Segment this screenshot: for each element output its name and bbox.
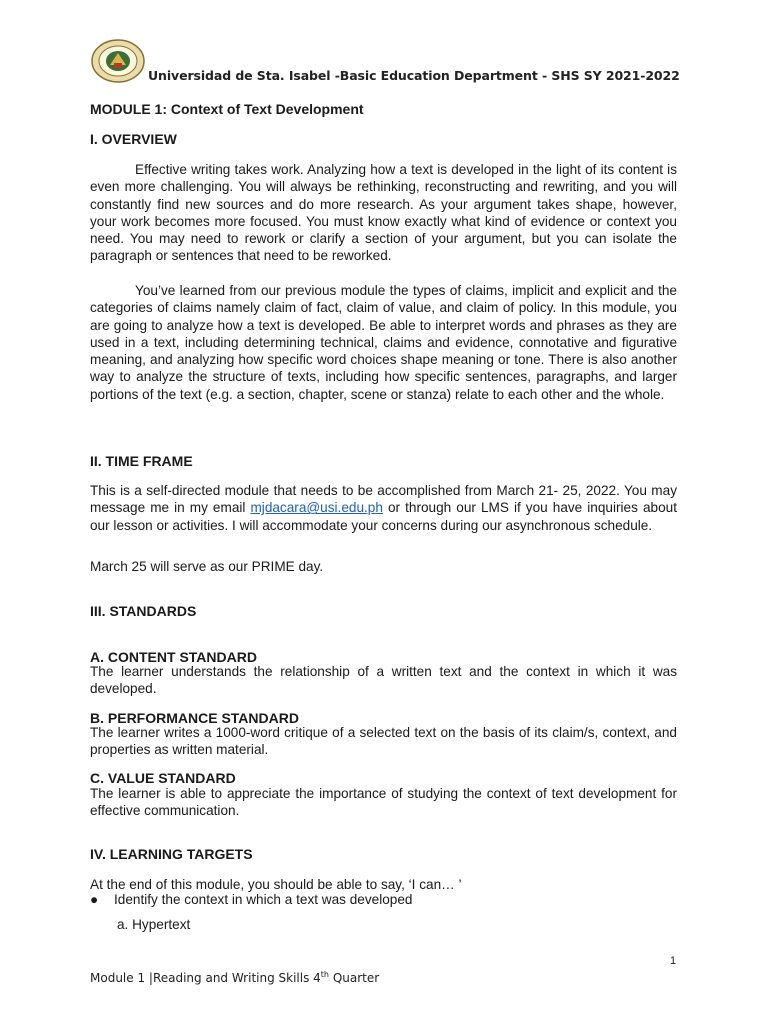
- learning-target-text: Identify the context in which a text was developed: [114, 892, 413, 907]
- value-standard-heading: C. VALUE STANDARD: [90, 770, 236, 786]
- performance-standard-text: The learner writes a 1000-word critique of a selected text on the basis of its claim/s, context, and properties as written material.: [90, 725, 677, 758]
- standards-heading: III. STANDARDS: [90, 603, 197, 619]
- overview-paragraph-2: You’ve learned from our previous module the types of claims, implicit and explicit and the categories of claims namely claim of fact, claim of value, and claim of policy. In this module, you are going to analyze how a text is developed. Be able to interpret words and phrases as they are used in a text, including determining technical, claims and evidence, connotative and figurative meaning, and analyzing how specific word choices shape meaning or tone. There is also another way to analyze the structure of texts, including how specific sentences, paragraphs, and larger portions of the text (e.g. a section, chapter, scene or stanza) relate to each other and the whole.: [90, 283, 677, 402]
- email-link[interactable]: mjdacara@usi.edu.ph: [250, 500, 383, 516]
- header-institution: Universidad de Sta. Isabel -Basic Education Department - SHS SY 2021-2022: [148, 68, 680, 83]
- content-standard-text: The learner understands the relationship of a written text and the context in which it was developed.: [90, 664, 677, 697]
- footer-quarter: Quarter: [329, 971, 380, 985]
- prime-day-text: March 25 will serve as our PRIME day.: [90, 559, 324, 574]
- content-standard-heading: A. CONTENT STANDARD: [90, 649, 257, 665]
- footer: [90, 970, 379, 985]
- learning-target-sub-item: a. Hypertext: [117, 917, 191, 932]
- footer-text: Module 1 |Reading and Writing Skills 4: [90, 971, 321, 985]
- time-frame-paragraph: [90, 482, 677, 534]
- page-number: 1: [670, 955, 677, 967]
- learning-targets-intro: At the end of this module, you should be able to say, ‘I can… ’: [90, 877, 462, 892]
- value-standard-text: The learner is able to appreciate the importance of studying the context of text development for effective communication.: [90, 786, 677, 819]
- learning-target-bullet: [90, 892, 413, 907]
- time-frame-text-before: This is a self-directed module that needs to be accomplished from March 21- 25, 2022. You may message me in my email: [90, 483, 677, 516]
- footer-superscript: th: [320, 970, 330, 979]
- learning-targets-heading: IV. LEARNING TARGETS: [90, 846, 253, 862]
- performance-standard-heading: B. PERFORMANCE STANDARD: [90, 710, 299, 726]
- bullet-dot-icon: ●: [90, 892, 99, 907]
- overview-heading: I. OVERVIEW: [90, 131, 177, 147]
- university-seal-logo: [90, 38, 146, 84]
- module-title: MODULE 1: Context of Text Development: [90, 101, 364, 117]
- time-frame-text-after: or through our LMS if you have inquiries about our lesson or activities. I will accommodate your concerns during our asynchronous schedule.: [90, 500, 677, 533]
- time-frame-heading: II. TIME FRAME: [90, 453, 193, 469]
- overview-paragraph-1: Effective writing takes work. Analyzing how a text is developed in the light of its content is even more challenging. You will always be rethinking, reconstructing and rewriting, and you will constantly find new sources and do more research. As your argument takes shape, however, your work becomes more focused. You must know exactly what kind of evidence or context you need. You may need to rework or clarify a section of your argument, but you can isolate the paragraph or sentences that need to be reworked.: [90, 162, 677, 264]
